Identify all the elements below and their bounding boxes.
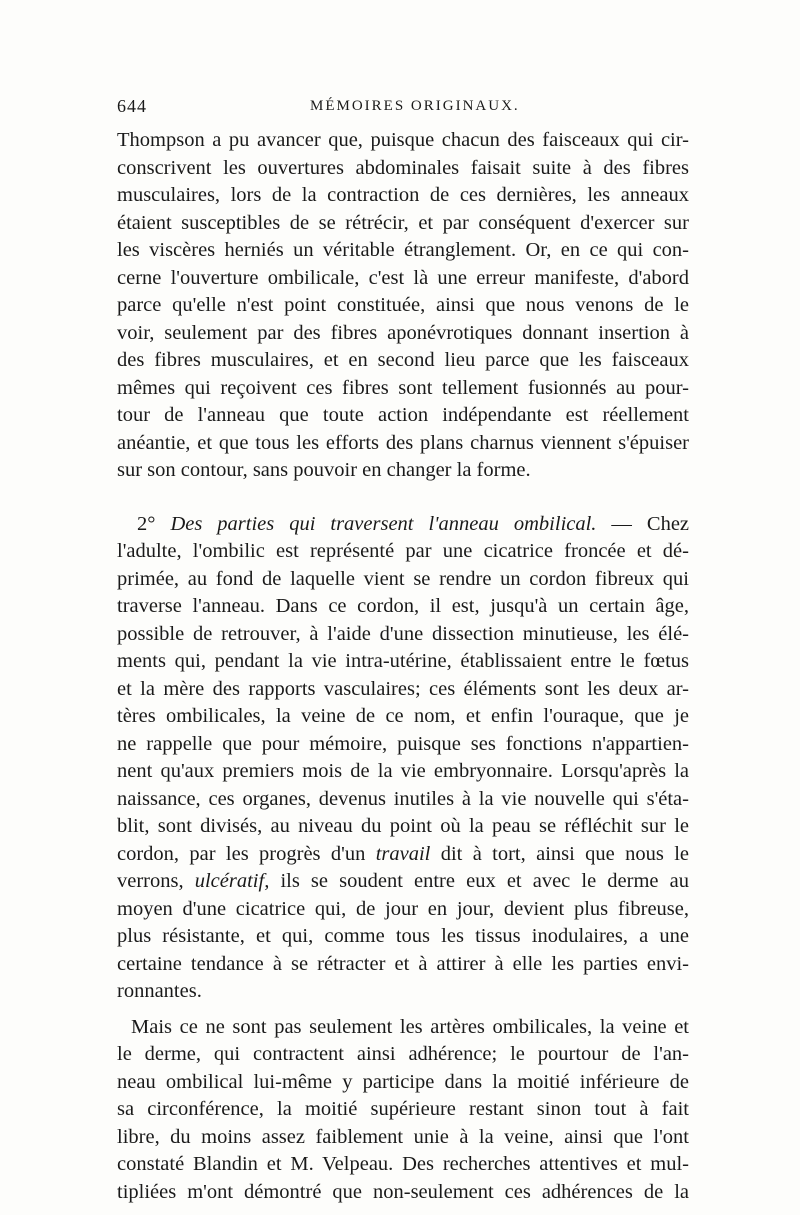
text-line: l'adulte, l'ombilic est représenté par une cicatrice froncée et dé- [117,540,689,562]
section-title: Des parties qui traversent l'anneau ombilical. [170,512,597,535]
page-number: 644 [117,96,147,116]
text-line: tipliées m'ont démontré que non-seulement ces adhérences de la [117,1180,689,1203]
text-line: le derme, qui contractent ainsi adhérence; le pourtour de l'an- [117,1043,689,1065]
text-line: nent qu'aux premiers mois de la vie embryonnaire. Lorsqu'après la [117,760,689,782]
text-line: Thompson a pu avancer que, puisque chacun des faisceaux qui cir- [117,129,689,151]
text-line: sur son contour, sans pouvoir en changer la forme. [117,459,531,481]
text-line: moyen d'une cicatrice qui, de jour en jour, devient plus fibreuse, [117,897,689,920]
running-head [117,96,689,124]
text-line-with-italic [117,841,689,869]
text-fragment: verrons, [117,870,195,892]
body-text [117,127,689,1206]
text-line: ne rappelle que pour mémoire, puisque ses fonctions n'appartien- [117,732,689,755]
text-line: mêmes qui reçoivent ces fibres sont tellement fusionnés au pour- [117,376,689,399]
text-line: certaine tendance à se rétracter et à attirer à elle les parties envi- [117,952,689,975]
text-line: anéantie, et que tous les efforts des plans charnus viennent s'épuiser [117,431,689,454]
paragraph-2 [117,511,689,1006]
italic-term: ulcératif, [194,870,270,892]
text-line: ronnantes. [117,980,202,1002]
section-number: 2° [137,512,156,535]
text-line: tères ombilicales, la veine de ce nom, et enfin l'ouraque, que je [117,705,689,727]
text-line: des fibres musculaires, et en second lieu parce que les faisceaux [117,349,689,371]
italic-term: travail [375,842,431,865]
text-fragment: cordon, par les progrès d'un [117,842,376,865]
text-line: libre, du moins assez faiblement unie à la veine, ainsi que l'ont [117,1125,689,1148]
paragraph-gap [117,485,689,511]
text-line: plus résistante, et qui, comme tous les tissus inodulaires, a une [117,925,689,947]
text-line: et la mère des rapports vasculaires; ces éléments sont les deux ar- [117,677,689,700]
text-line: primée, au fond de laquelle vient se rendre un cordon fibreux qui [117,567,689,590]
text-line: musculaires, lors de la contraction de ces dernières, les anneaux [117,184,689,206]
text-line: cerne l'ouverture ombilicale, c'est là une erreur manifeste, d'abord [117,266,689,289]
running-title: MÉMOIRES ORIGINAUX. [310,98,520,114]
text-line: ments qui, pendant la vie intra-utérine, établissaient entre le fœtus [117,650,689,672]
text-line: neau ombilical lui-même y participe dans la moitié inférieure de [117,1070,689,1093]
text-line: possible de retrouver, à l'aide d'une dissection minutieuse, les élé- [117,622,689,645]
text-line: tour de l'anneau que toute action indépendante est réellement [117,404,689,426]
text-line: constaté Blandin et M. Velpeau. Des recherches attentives et mul- [117,1153,689,1175]
section-title-continuation: — Chez [611,512,689,535]
text-line: les viscères herniés un véritable étranglement. Or, en ce qui con- [117,239,689,261]
text-line: traverse l'anneau. Dans ce cordon, il est, jusqu'à un certain âge, [117,595,689,617]
text-line-with-italic [117,868,689,896]
paragraph-3 [117,1014,689,1207]
paragraph-gap [117,1006,689,1014]
text-line: naissance, ces organes, devenus inutiles à la vie nouvelle qui s'éta- [117,787,689,810]
text-line: Mais ce ne sont pas seulement les artères ombilicales, la veine et [131,1015,689,1038]
text-fragment: dit à tort, ainsi que nous le [430,842,689,865]
text-line: étaient susceptibles de se rétrécir, et par conséquent d'exercer sur [117,211,689,234]
paragraph-1 [117,127,689,485]
text-fragment: ils se soudent entre eux et avec le derme au [269,870,689,892]
text-line: parce qu'elle n'est point constituée, ainsi que nous venons de le [117,294,689,316]
text-line: voir, seulement par des fibres aponévrotiques donnant insertion à [117,321,689,344]
text-line: blit, sont divisés, au niveau du point où la peau se réfléchit sur le [117,815,689,837]
text-line: sa circonférence, la moitié supérieure restant sinon tout à fait [117,1098,689,1120]
text-line: conscrivent les ouvertures abdominales faisait suite à des fibres [117,156,689,179]
section-heading-line [117,511,689,539]
